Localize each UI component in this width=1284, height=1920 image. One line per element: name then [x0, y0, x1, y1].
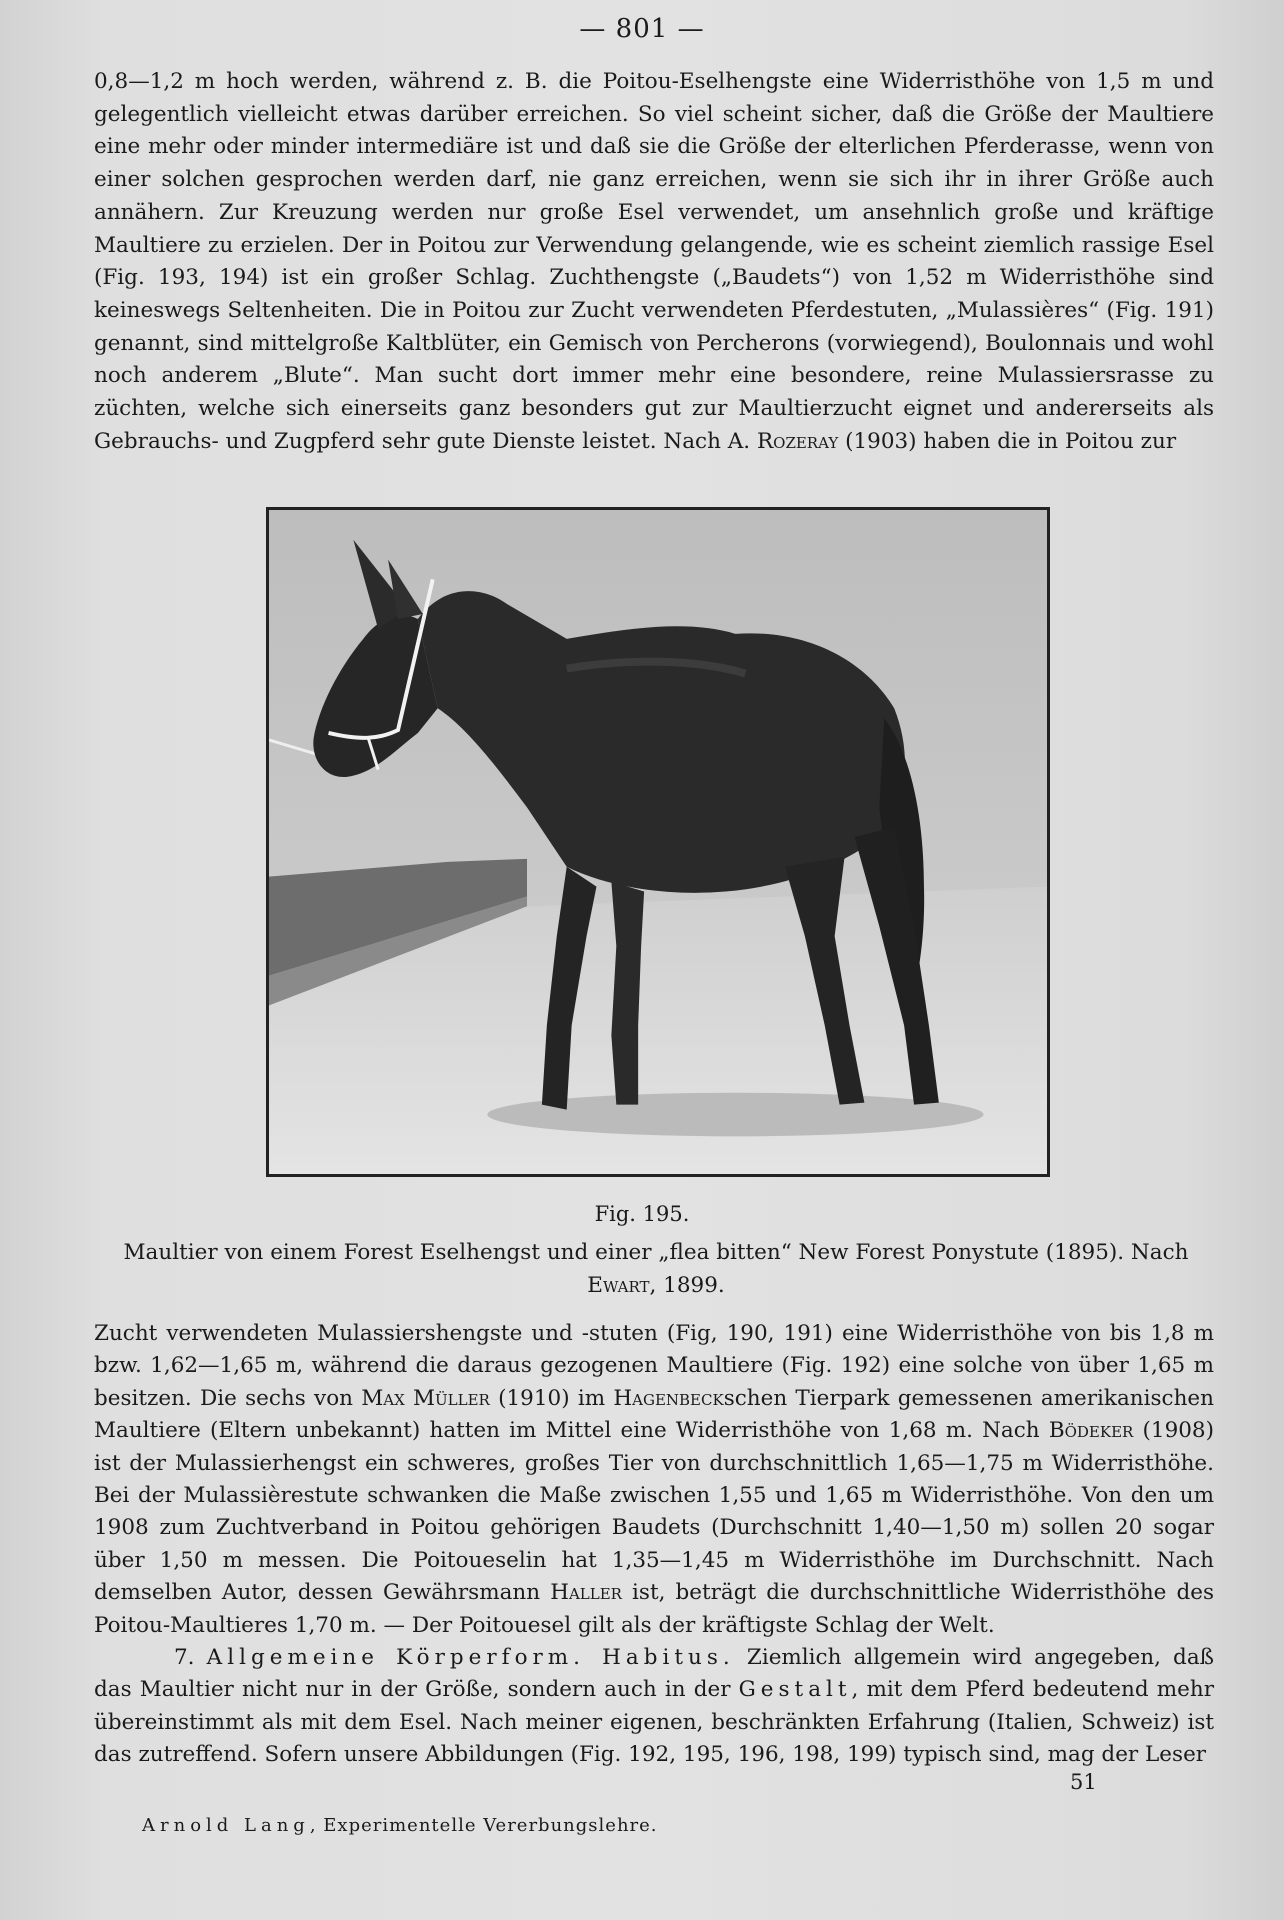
- bottom-text: [94, 1318, 1214, 1772]
- section-heading: Allgemeine Körperform.: [206, 1645, 586, 1671]
- paragraph-section-7: 7. Allgemeine Körperform. Habitus. Ziemlich allgemein wird angegeben, daß das Maultier nicht nur in der Größe, sondern auch in der Gestalt, mit dem Pferd bedeutend mehr übereinstimmt als mit dem Esel. Nach meiner eigenen, beschränkten Erfahrung (Italien, Schweiz) ist das zutreffend. Sofern unsere Abbildungen (Fig. 192, 195, 196, 198, 199) typisch sind, mag der Leser: [94, 1645, 1215, 1768]
- top-paragraph: [94, 66, 1214, 458]
- footer-book-title: Arnold Lang, Experimentelle Vererbungslehre.: [142, 1815, 658, 1836]
- footer-author: Arnold Lang: [142, 1815, 310, 1836]
- mule-photo-image: [269, 510, 1047, 1174]
- signature-number: 51: [1070, 1770, 1097, 1794]
- top-paragraph-text: 0,8—1,2 m hoch werden, während z. B. die Poitou-Eselhengste eine Widerristhöhe von 1,5 m und gelegentlich vielleicht etwas darüber erreichen. So viel scheint sicher, daß die Größe der Maultiere eine mehr oder minder intermediäre ist und daß sie die Größe der elterlichen Pferderasse, wenn von einer solchen gesprochen werden darf, nie ganz erreichen, wenn sie sich ihr in ihrer Größe auch annähern. Zur Kreuzung werden nur große Esel verwendet, um ansehnlich große und kräftige Maultiere zu erzielen. Der in Poitou zur Verwendung gelangende, wie es scheint ziemlich rassige Esel (Fig. 193, 194) ist ein großer Schlag. Zuchthengste („Baudets“) von 1,52 m Widerristhöhe sind keineswegs Seltenheiten. Die in Poitou zur Zucht verwendeten Pferdestuten, „Mulassières“ (Fig. 191) genannt, sind mittelgroße Kaltblüter, ein Gemisch von Percherons (vorwiegend), Boulonnais und wohl noch anderem „Blute“. Man sucht dort immer mehr eine besondere, reine Mulassiersrasse zu züchten, welche sich einerseits ganz besonders gut zur Maultierzucht eignet und andererseits als Gebrauchs- und Zugpferd sehr gute Dienste leistet. Nach A. Rozeray (1903) haben die in Poitou zur: [94, 69, 1214, 454]
- author-ewart: Ewart: [587, 1273, 650, 1298]
- page-number: — 801 —: [579, 14, 705, 44]
- author-rozeray: Rozeray: [756, 428, 839, 454]
- figure-label: Fig. 195.: [594, 1202, 690, 1226]
- paragraph-heights: Zucht verwendeten Mulassiershengste und -stuten (Fig, 190, 191) eine Widerristhöhe von bis 1,8 m bzw. 1,62—1,65 m, während die daraus gezogenen Maultiere (Fig. 192) eine solche von über 1,65 m besitzen. Die sechs von Max Müller (1910) im Hagenbeckschen Tierpark gemessenen amerikanischen Maultiere (Eltern unbekannt) hatten im Mittel eine Widerristhöhe von 1,68 m. Nach Bödeker (1908) ist der Mulassierhengst ein schweres, großes Tier von durchschnittlich 1,65—1,75 m Widerristhöhe. Bei der Mulassièrestute schwanken die Maße zwischen 1,55 und 1,65 m Widerristhöhe. Von den um 1908 zum Zuchtverband in Poitou gehörigen Baudets (Durchschnitt 1,40—1,50 m) sollen 20 sogar über 1,50 m messen. Die Poitoueselin hat 1,35—1,45 m Widerristhöhe im Durchschnitt. Nach demselben Autor, dessen Gewährsmann Haller ist, beträgt die durchschnittliche Widerristhöhe des Poitou-Maultieres 1,70 m. — Der Poitouesel gilt als der kräftigste Schlag der Welt.: [94, 1321, 1215, 1638]
- figure-caption: Maultier von einem Forest Eselhengst und einer „flea bitten“ New Forest Ponystute (1895). Nach Ewart, 1899.: [123, 1240, 1189, 1298]
- mule-photograph: [266, 507, 1050, 1177]
